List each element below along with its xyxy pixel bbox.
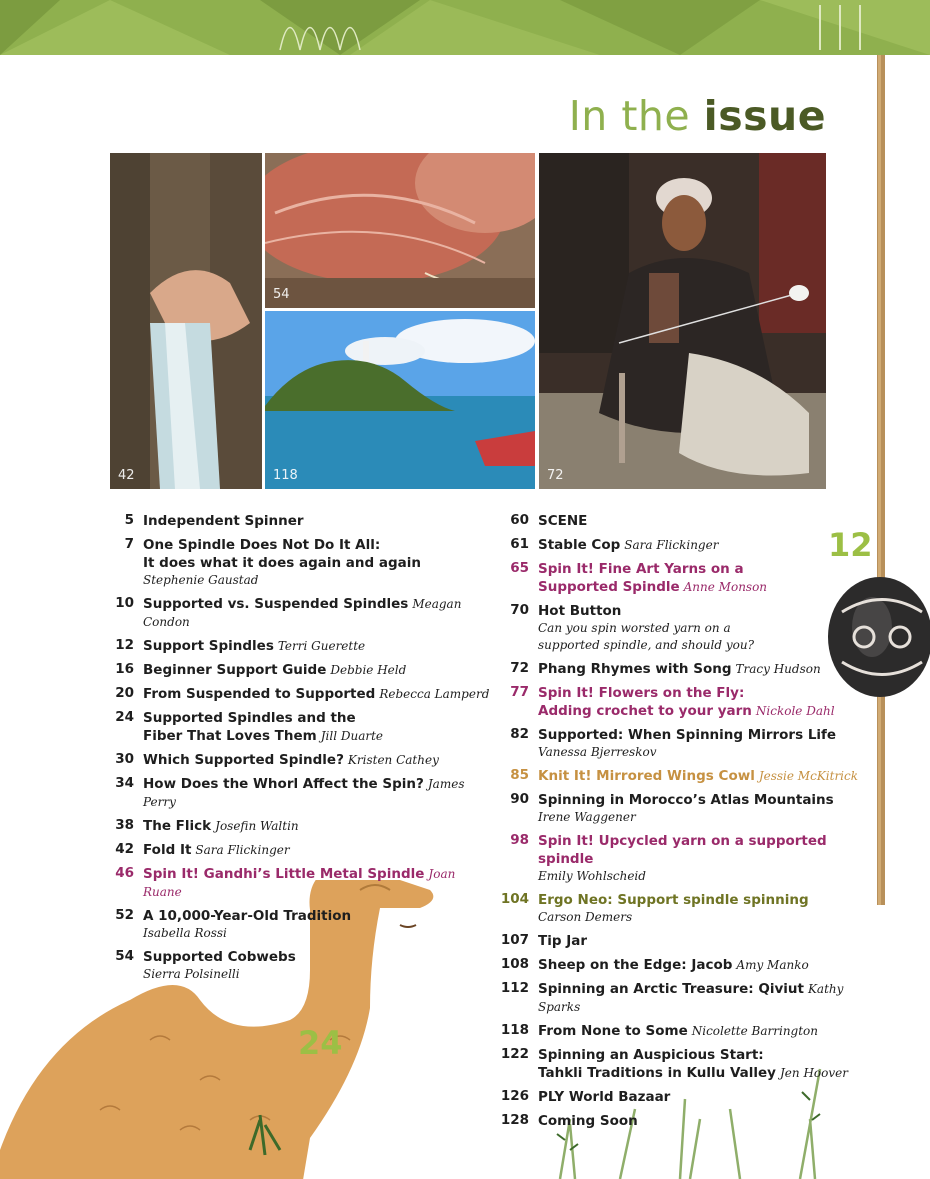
toc-entry[interactable] [500,1088,870,1106]
photo-fiber-hand [110,153,262,489]
entry-title [143,751,492,769]
toc-entry[interactable] [500,1112,870,1130]
entry-author: Anne Monson [683,580,768,594]
toc-entry[interactable] [500,767,870,785]
entry-title-text: Stable Cop [538,537,621,553]
toc-entry[interactable] [500,512,870,530]
entry-author: Sara Flickinger [624,538,719,552]
entry-title-text: A 10,000-Year-Old Tradition [143,908,352,924]
toc-entry[interactable] [500,1022,870,1040]
page-number: 10 [115,595,134,611]
page-number: 128 [500,1112,529,1128]
entry-title-text: Knit It! Mirrored Wings Cowl [538,768,755,784]
entry-title-text: Supported Cobwebs [143,949,296,965]
entry-subtitle: Stephenie Gaustad [143,573,259,587]
entry-title [143,775,492,811]
entry-title-text: Spin It! Flowers on the Fly: [538,685,745,701]
toc-left-column [107,512,492,989]
entry-author: James Perry [143,777,465,809]
header-banner [0,0,930,55]
page-number: 61 [510,536,529,552]
entry-title-text: From Suspended to Supported [143,686,376,702]
entry-title-text: PLY World Bazaar [538,1089,671,1105]
toc-entry[interactable] [107,751,492,769]
entry-title [143,685,492,703]
page-number: 112 [500,980,529,996]
spindle-shaft [874,55,888,905]
entry-title-text: Independent Spinner [143,513,304,529]
entry-title [143,536,492,554]
entry-author: Nickole Dahl [755,704,835,718]
entry-title-text: The Flick [143,818,212,834]
entry-title-text: Ergo Neo: Support spindle spinning [538,892,809,908]
photo-label: 118 [273,468,298,483]
entry-subtitle: Vanessa Bjerreskov [538,745,657,759]
entry-title-line2-text: Tahkli Traditions in Kullu Valley [538,1065,776,1081]
toc-entry[interactable] [500,791,870,826]
entry-title-line2 [538,578,870,596]
entry-title-line2 [538,1064,870,1082]
photo-spinner-woman [539,153,826,489]
page-number: 90 [510,791,529,807]
entry-title [538,1046,870,1064]
entry-title-text: Spinning an Auspicious Start: [538,1047,764,1063]
entry-title-line2 [143,554,492,572]
entry-author: Jen Hoover [779,1066,848,1080]
entry-title-line2-text: Adding crochet to your yarn [538,703,752,719]
entry-title-text: Fold It [143,842,192,858]
entry-title [538,536,870,554]
page-number: 72 [510,660,529,676]
page-number: 5 [124,512,134,528]
entry-title [538,956,870,974]
toc-entry[interactable] [500,536,870,554]
page-number: 104 [500,891,529,907]
toc-entry[interactable] [500,560,870,596]
entry-title [143,817,492,835]
entry-title-text: Sheep on the Edge: Jacob [538,957,733,973]
entry-title [538,932,870,950]
entry-author: Kathy Sparks [538,982,844,1014]
entry-author: Amy Manko [736,958,809,972]
page-number: 122 [500,1046,529,1062]
toc-entry[interactable] [500,980,870,1016]
page-number: 98 [510,832,529,848]
entry-author: Terri Guerette [277,639,366,653]
entry-author: Joan Ruane [143,867,456,899]
entry-title-text: Spinning an Arctic Treasure: Qiviut [538,981,804,997]
toc-entry[interactable] [500,891,870,926]
entry-title [538,767,870,785]
toc-entry[interactable] [107,817,492,835]
page-number: 65 [510,560,529,576]
page-number: 16 [115,661,134,677]
entry-title-text: Tip Jar [538,933,587,949]
entry-author: Meagan Condon [143,597,462,629]
title-bold: issue [703,92,826,140]
entry-title [143,512,492,530]
toc-entry[interactable] [107,709,492,745]
toc-entry[interactable] [107,595,492,631]
toc-entry[interactable] [107,907,492,942]
entry-title-text: How Does the Whorl Affect the Spin? [143,776,424,792]
entry-title-text: Spin It! Upcycled yarn on a supported spindle [538,833,827,867]
entry-author: Jessie McKitrick [758,769,859,783]
toc-entry[interactable] [500,684,870,720]
entry-title-text: Which Supported Spindle? [143,752,344,768]
page-number: 108 [500,956,529,972]
entry-title [143,709,492,727]
page-number: 70 [510,602,529,618]
page-number: 30 [115,751,134,767]
entry-title [143,907,492,925]
page-number: 77 [510,684,529,700]
photo-label: 42 [118,468,135,483]
entry-title [538,602,870,620]
entry-title [538,791,870,809]
toc-entry[interactable] [500,726,870,761]
entry-title [143,865,492,901]
page-number: 85 [510,767,529,783]
entry-title [538,684,870,702]
entry-title [538,726,870,744]
entry-title-text: Hot Button [538,603,622,619]
page-number: 60 [510,512,529,528]
toc-entry[interactable] [107,512,492,530]
entry-title-line2-text: It does what it does again and again [143,555,421,571]
entry-author: Sara Flickinger [195,843,290,857]
toc-entry[interactable] [107,661,492,679]
entry-title-text: Phang Rhymes with Song [538,661,732,677]
entry-subtitle: Can you spin worsted yarn on a [538,621,731,635]
page-number: 54 [115,948,134,964]
entry-title-text: Supported Spindles and the [143,710,356,726]
toc-entry[interactable] [500,956,870,974]
toc-entry[interactable] [107,685,492,703]
entry-title [538,1112,870,1130]
entry-subtitle: Sierra Polsinelli [143,967,240,981]
entry-title-text: One Spindle Does Not Do It All: [143,537,381,553]
toc-entry[interactable] [500,602,870,654]
page-number: 52 [115,907,134,923]
entry-title-text: SCENE [538,513,588,529]
page-number: 107 [500,932,529,948]
entry-subtitle-line2: supported spindle, and should you? [538,638,755,652]
page-number: 46 [115,865,134,881]
entry-title-text: Supported: When Spinning Mirrors Life [538,727,837,743]
toc-entry[interactable] [107,865,492,901]
entry-subtitle: Carson Demers [538,910,633,924]
entry-author: Rebecca Lamperd [379,687,490,701]
entry-title [538,512,870,530]
entry-title [143,661,492,679]
photo-yarn [265,153,535,308]
page-title [569,92,826,140]
toc-entry[interactable] [107,841,492,859]
entry-title [143,637,492,655]
page-number: 20 [115,685,134,701]
banner-pattern [0,0,930,55]
entry-title [143,841,492,859]
page-number: 34 [115,775,134,791]
entry-title-text: Spin It! Gandhi’s Little Metal Spindle [143,866,425,882]
entry-title-line2-text: Supported Spindle [538,579,680,595]
page-number: 7 [124,536,134,552]
entry-title-line2 [538,702,870,720]
toc-entry[interactable] [107,948,492,983]
entry-title [538,660,870,678]
entry-title-line2 [143,727,492,745]
page-number: 38 [115,817,134,833]
entry-author: Kristen Cathey [347,753,439,767]
entry-title [538,980,870,1016]
page-number: 118 [500,1022,529,1038]
page-number: 126 [500,1088,529,1104]
entry-author: Tracy Hudson [735,662,821,676]
highlight-number-24: 24 [298,1024,343,1062]
entry-title-text: Spin It! Fine Art Yarns on a [538,561,744,577]
entry-title [143,948,492,966]
entry-title-line2-text: Fiber That Loves Them [143,728,317,744]
entry-title-text: Supported vs. Suspended Spindles [143,596,409,612]
entry-title-text: From None to Some [538,1023,688,1039]
entry-title-text: Support Spindles [143,638,274,654]
page-number: 24 [115,709,134,725]
toc-entry[interactable] [107,775,492,811]
title-light: In the [568,92,704,140]
entry-subtitle: Emily Wohlscheid [538,869,646,883]
toc-entry[interactable] [500,660,870,678]
entry-subtitle: Isabella Rossi [143,926,227,940]
entry-author: Nicolette Barrington [691,1024,819,1038]
photo-label: 54 [273,287,290,302]
entry-author: Debbie Held [330,663,407,677]
toc-right-column [500,512,870,1136]
toc-entry[interactable] [107,637,492,655]
photo-label: 72 [547,468,564,483]
entry-title [538,1022,870,1040]
entry-title [538,832,870,868]
photo-island [265,311,535,489]
entry-title-text: Spinning in Morocco’s Atlas Mountains [538,792,834,808]
entry-subtitle: Irene Waggener [538,810,636,824]
entry-author: Jill Duarte [320,729,384,743]
highlight-number-12: 12 [828,526,873,564]
page-number: 42 [115,841,134,857]
toc-entry[interactable] [500,932,870,950]
entry-title-text: Beginner Support Guide [143,662,327,678]
toc-entry[interactable] [107,536,492,589]
entry-author: Josefin Waltin [215,819,299,833]
entry-title-text: Coming Soon [538,1113,638,1129]
entry-title [538,891,870,909]
toc-entry[interactable] [500,832,870,885]
toc-entry[interactable] [500,1046,870,1082]
page-number: 12 [115,637,134,653]
page-number: 82 [510,726,529,742]
entry-title [538,1088,870,1106]
entry-title [143,595,492,631]
entry-title [538,560,870,578]
